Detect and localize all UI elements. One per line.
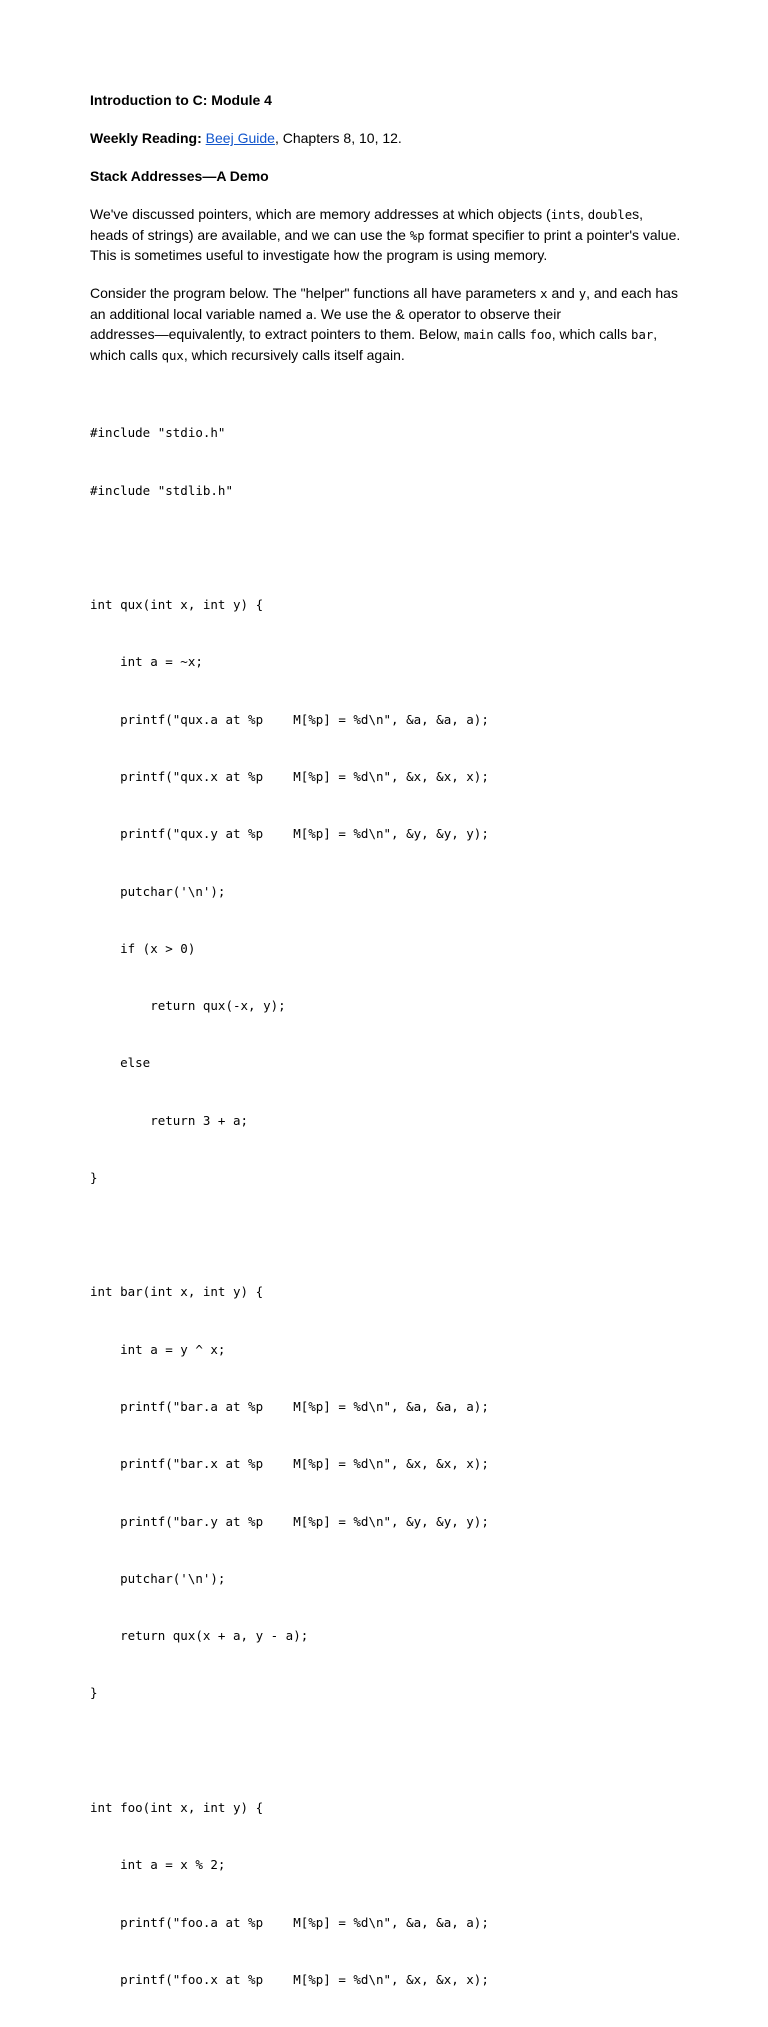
code-block [90,385,690,2027]
code-line: return qux(x + a, y - a); [90,1628,309,1644]
para1-text-6: This is sometimes useful to investigate how the program is using memory. [90,247,548,264]
para2-text-3: , and each has [586,285,678,302]
inline-code-main: main [464,328,494,343]
section-title: Stack Addresses—A Demo [90,167,269,184]
code-line: #include "stdlib.h" [90,482,233,498]
inline-code-y: y [578,287,587,302]
para2-text-11: , which recursively calls itself again. [183,346,405,363]
inline-code-format-p: %p [409,228,425,243]
inline-code-double: double [587,208,633,223]
inline-code-a: a [305,307,313,322]
para2-text-7: calls [493,326,530,343]
code-line: printf("bar.y at %p M[%p] = %d\n", &y, &y, y); [90,1513,489,1529]
code-line: printf("qux.y at %p M[%p] = %d\n", &y, &y, y); [90,826,489,842]
para2-text-4: an additional local variable named [90,305,306,322]
para1-text-2: s, [572,206,588,223]
code-line: int qux(int x, int y) { [90,597,264,613]
code-line: else [90,1055,151,1071]
weekly-reading-label: Weekly Reading: [90,130,202,147]
code-line [90,1741,690,1760]
code-line: printf("foo.a at %p M[%p] = %d\n", &a, &a, a); [90,1914,489,1930]
code-line: putchar('\n'); [90,1570,226,1586]
paragraph-program [90,284,690,366]
para2-text-10: which calls [90,346,162,363]
para1-text-1: We've discussed pointers, which are memory addresses at which objects ( [90,206,551,223]
code-line: #include "stdio.h" [90,425,226,441]
para2-text-5: . We use the & operator to observe their [313,305,561,322]
code-line: return qux(-x, y); [90,998,286,1014]
inline-code-qux: qux [161,348,184,363]
code-line: printf("foo.x at %p M[%p] = %d\n", &x, &x, x); [90,1971,489,1987]
document-content [90,91,690,2027]
code-line [90,538,690,557]
para1-text-3: s, [632,206,644,223]
code-line: if (x > 0) [90,940,196,956]
para2-text-6: addresses—equivalently, to extract pointers to them. Below, [90,326,465,343]
weekly-reading-chapters: , Chapters 8, 10, 12. [274,130,402,147]
code-line: return 3 + a; [90,1112,249,1128]
code-line: putchar('\n'); [90,883,226,899]
para2-text-9: , [653,326,658,343]
para2-text-8: , which calls [551,326,632,343]
code-line: printf("qux.x at %p M[%p] = %d\n", &x, &x, x); [90,768,489,784]
para2-text-2: and [547,285,579,302]
inline-code-bar: bar [631,328,654,343]
code-line: printf("bar.a at %p M[%p] = %d\n", &a, &a, a); [90,1399,489,1415]
para2-text-1: Consider the program below. The "helper" functions all have parameters [90,285,541,302]
code-line: int a = y ^ x; [90,1341,226,1357]
code-line: int a = x % 2; [90,1857,226,1873]
paragraph-pointers [90,205,690,265]
code-line: printf("bar.x at %p M[%p] = %d\n", &x, &x, x); [90,1456,489,1472]
inline-code-int: int [550,208,573,223]
inline-code-x: x [540,287,548,302]
code-line: printf("qux.a at %p M[%p] = %d\n", &a, &a, a); [90,711,489,727]
inline-code-foo: foo [529,328,552,343]
code-line: } [90,1169,98,1185]
para1-text-4: heads of strings) are available, and we can use the [90,226,410,243]
para1-text-5: format specifier to print a pointer's value. [424,226,681,243]
code-line: int bar(int x, int y) { [90,1284,264,1300]
code-line [90,1225,690,1244]
weekly-reading [90,129,690,148]
beej-guide-link[interactable]: Beej Guide [205,130,275,147]
code-line: } [90,1685,98,1701]
document-title: Introduction to C: Module 4 [90,92,272,108]
code-line: int a = ~x; [90,654,203,670]
code-line: int foo(int x, int y) { [90,1800,264,1815]
